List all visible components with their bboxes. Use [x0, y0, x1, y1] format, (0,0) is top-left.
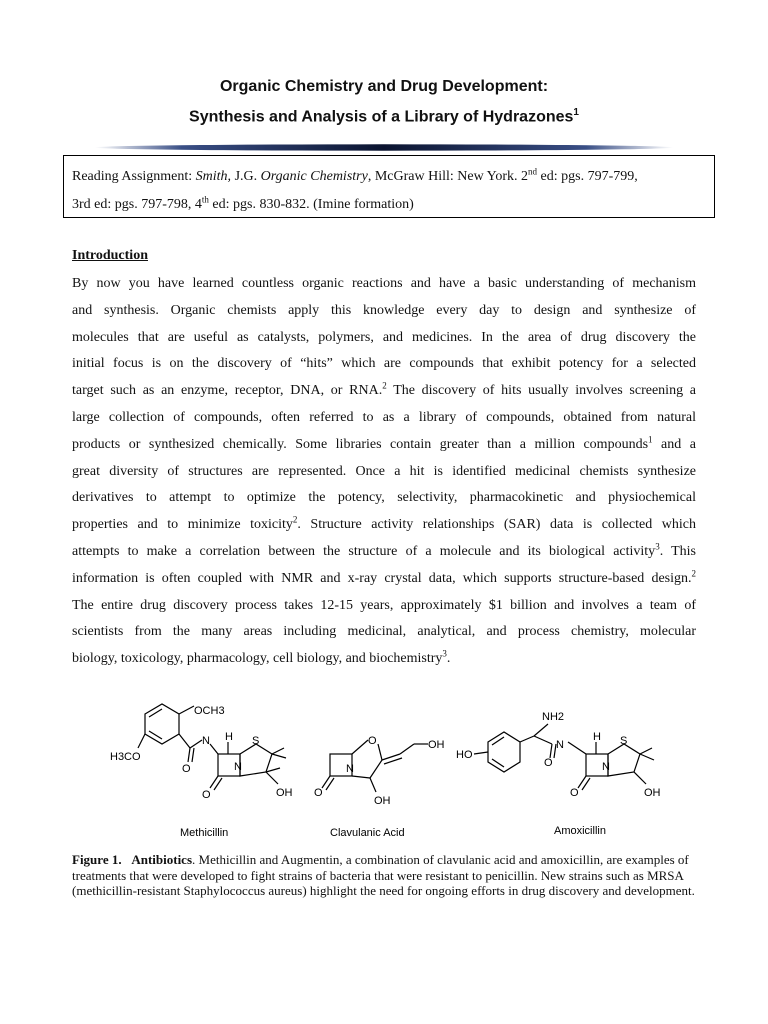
atom-label: S: [252, 735, 260, 747]
atom-label: OH: [644, 787, 661, 799]
text-line: [72, 539, 696, 566]
text-segment: . This: [659, 543, 696, 559]
citation: 3: [655, 541, 660, 552]
text-line: scientists from the many areas including medicinal, analytical, and process chemistry, molecular: [72, 624, 696, 640]
molecule-name-amoxicillin: Amoxicillin: [554, 825, 606, 837]
atom-label: H: [593, 731, 601, 743]
text-line: large collection of compounds, often referred to as a library of compounds, obtained from natural: [72, 409, 696, 425]
text-segment: attempts to make a correlation between the structure of a molecule and its biological activity: [72, 543, 656, 559]
citation: 1: [648, 434, 653, 445]
reading-publisher: , McGraw Hill: New York. 2: [367, 169, 529, 184]
citation: 2: [382, 380, 387, 391]
text-line: The entire drug discovery process takes 12-15 years, approximately $1 billion and involves a team of: [72, 597, 696, 613]
reading-ed4: ed: pgs. 830-832. (Imine formation): [208, 197, 414, 212]
decorative-divider: [95, 144, 673, 151]
text-line: [72, 512, 696, 539]
molecule-name-clavulanic-acid: Clavulanic Acid: [330, 827, 405, 839]
figure-caption: [72, 852, 696, 899]
molecule-name-methicillin: Methicillin: [180, 827, 229, 839]
introduction-paragraph: [72, 271, 696, 673]
amoxicillin-structure: [474, 724, 654, 790]
title-text: Synthesis and Analysis of a Library of Hydrazones: [189, 108, 574, 126]
text-line: derivatives to attempt to optimize the potency, selectivity, pharmacokinetic and physiochemical: [72, 490, 696, 506]
text-line: [72, 432, 696, 459]
text-line: [72, 378, 696, 405]
title-footnote: 1: [573, 107, 579, 118]
citation: 2: [292, 514, 298, 525]
text-line: By now you have learned countless organic reactions and have a basic understanding of mechanism: [72, 276, 696, 291]
reading-ed3: 3rd ed: pgs. 797-798, 4: [72, 197, 202, 212]
antibiotics-figure: [110, 692, 670, 844]
reading-assignment-box: [63, 155, 715, 218]
text-segment: information is often coupled with NMR and x-ray crystal data, which supports structure-based design.: [72, 570, 692, 586]
atom-label: H: [225, 731, 233, 743]
atom-label: S: [620, 735, 628, 747]
atom-label: OH: [374, 795, 391, 807]
atom-label: OH: [428, 739, 445, 751]
citation: 2: [691, 568, 696, 579]
text-segment: The discovery of hits usually involves screening a: [386, 383, 696, 399]
reading-author: Smith,: [195, 169, 232, 184]
atom-label: O: [544, 757, 553, 769]
title-line-1: Organic Chemistry and Drug Development:: [219, 78, 549, 95]
text-segment: and a: [652, 436, 696, 452]
atom-label: N: [234, 761, 242, 773]
atom-label: OH: [276, 787, 293, 799]
atom-label: N: [202, 735, 210, 747]
citation: 3: [442, 648, 447, 659]
text-segment: target such as an enzyme, receptor, DNA, or RNA.: [72, 383, 383, 399]
caption-label: Figure 1.: [72, 852, 122, 867]
atom-label: NH2: [542, 711, 565, 723]
reading-book: Organic Chemistry: [260, 169, 368, 184]
atom-label: O: [182, 763, 191, 775]
atom-label: O: [314, 787, 323, 799]
text-segment: products or synthesized chemically. Some libraries contain greater than a million compounds: [72, 436, 649, 452]
caption-text: . Methicillin and Augmentin, a combination of clavulanic acid and amoxicillin, are examples of treatments that were developed to fight strains of bacteria that were resistant to penicillin. New strains such as MRSA (methicillin-resistant Staphylococcus aureus) highlight the need for ongoing efforts in drug discovery and development.: [72, 852, 695, 898]
reading-lead: Reading Assignment:: [72, 169, 196, 184]
reading-ed2: ed: pgs. 797-799,: [537, 169, 638, 184]
atom-label: O: [368, 735, 377, 747]
text-line: [72, 566, 696, 593]
clavulanic-acid-structure: [322, 740, 428, 792]
text-segment: properties and to minimize toxicity: [72, 517, 293, 533]
atom-label: H3CO: [110, 751, 141, 763]
text-segment: . Structure activity relationships (SAR) data is collected which: [297, 517, 696, 533]
text-line: initial focus is on the discovery of “hits” which are compounds that exhibit potency for a selected: [72, 356, 696, 372]
text-line: molecules that are useful as catalysts, polymers, and medicines. In the area of drug discovery the: [72, 329, 696, 345]
text-line: [72, 646, 696, 673]
section-heading-introduction: Introduction: [72, 248, 148, 263]
title-line-2: [0, 107, 768, 126]
atom-label: N: [346, 763, 354, 775]
caption-topic: Antibiotics: [131, 852, 193, 867]
atom-label: O: [202, 789, 211, 801]
atom-label: N: [602, 761, 610, 773]
text-segment: .: [446, 651, 451, 667]
text-line: and synthesis. Organic chemists apply this knowledge every day to design and synthesize of: [72, 302, 696, 318]
reading-initials: J.G.: [231, 169, 261, 184]
atom-label: HO: [456, 749, 473, 761]
atom-label: N: [556, 739, 564, 751]
reading-sup-nd: nd: [528, 166, 538, 177]
atom-label: O: [570, 787, 579, 799]
text-segment: biology, toxicology, pharmacology, cell biology, and biochemistry: [72, 651, 443, 667]
text-line: great diversity of structures are represented. Once a hit is identified medicinal chemists synthesize: [72, 463, 696, 479]
atom-label: OCH3: [194, 705, 225, 717]
reading-sup-th: th: [201, 194, 209, 205]
